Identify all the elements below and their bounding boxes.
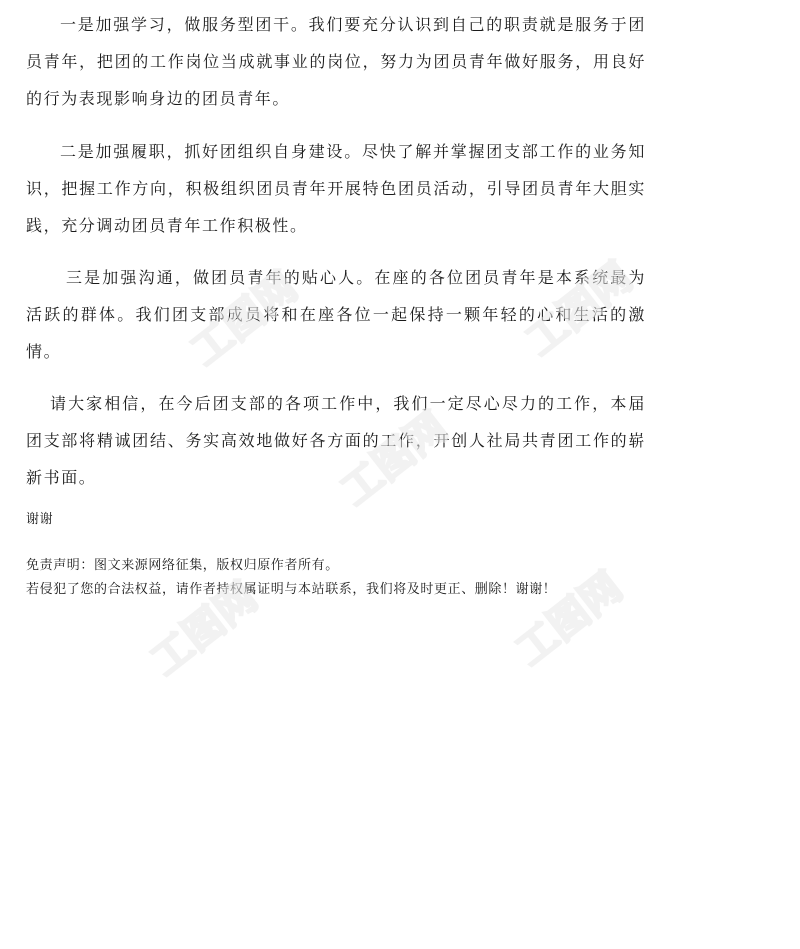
svg-text:工图网: 工图网 xyxy=(143,574,266,684)
disclaimer-line-1: 免责声明：图文来源网络征集，版权归原作者所有。 xyxy=(26,558,339,573)
svg-text:工图网: 工图网 xyxy=(518,254,641,364)
svg-text:工图网: 工图网 xyxy=(508,564,631,674)
svg-text:工图网: 工图网 xyxy=(183,264,306,374)
disclaimer-line-2: 若侵犯了您的合法权益，请作者持权属证明与本站联系，我们将及时更正、删除！谢谢！ xyxy=(26,582,557,597)
paragraph-2: 二是加强履职，抓好团组织自身建设。尽快了解并掌握团支部工作的业务知识，把握工作方向，积极组织团员青年开展特色团员活动，引导团员青年大胆实践，充分调动团员青年工作积极性。 xyxy=(26,142,646,235)
paragraph-1: 一是加强学习，做服务型团干。我们要充分认识到自己的职责就是服务于团员青年，把团的工作岗位当成就事业的岗位，努力为团员青年做好服务，用良好的行为表现影响身边的团员青年。 xyxy=(26,15,646,108)
paragraph-4: 请大家相信，在今后团支部的各项工作中，我们一定尽心尽力的工作，本届团支部将精诚团结、务实高效地做好各方面的工作，开创人社局共青团工作的崭新书面。 xyxy=(26,394,646,487)
watermark-logo xyxy=(486,542,653,697)
thanks-text: 谢谢 xyxy=(26,512,54,527)
svg-text:工图网: 工图网 xyxy=(333,404,456,514)
paragraph-3: 三是加强沟通，做团员青年的贴心人。在座的各位团员青年是本系统最为活跃的群体。我们团支部成员将和在座各位一起保持一颗年轻的心和生活的激情。 xyxy=(26,268,646,361)
